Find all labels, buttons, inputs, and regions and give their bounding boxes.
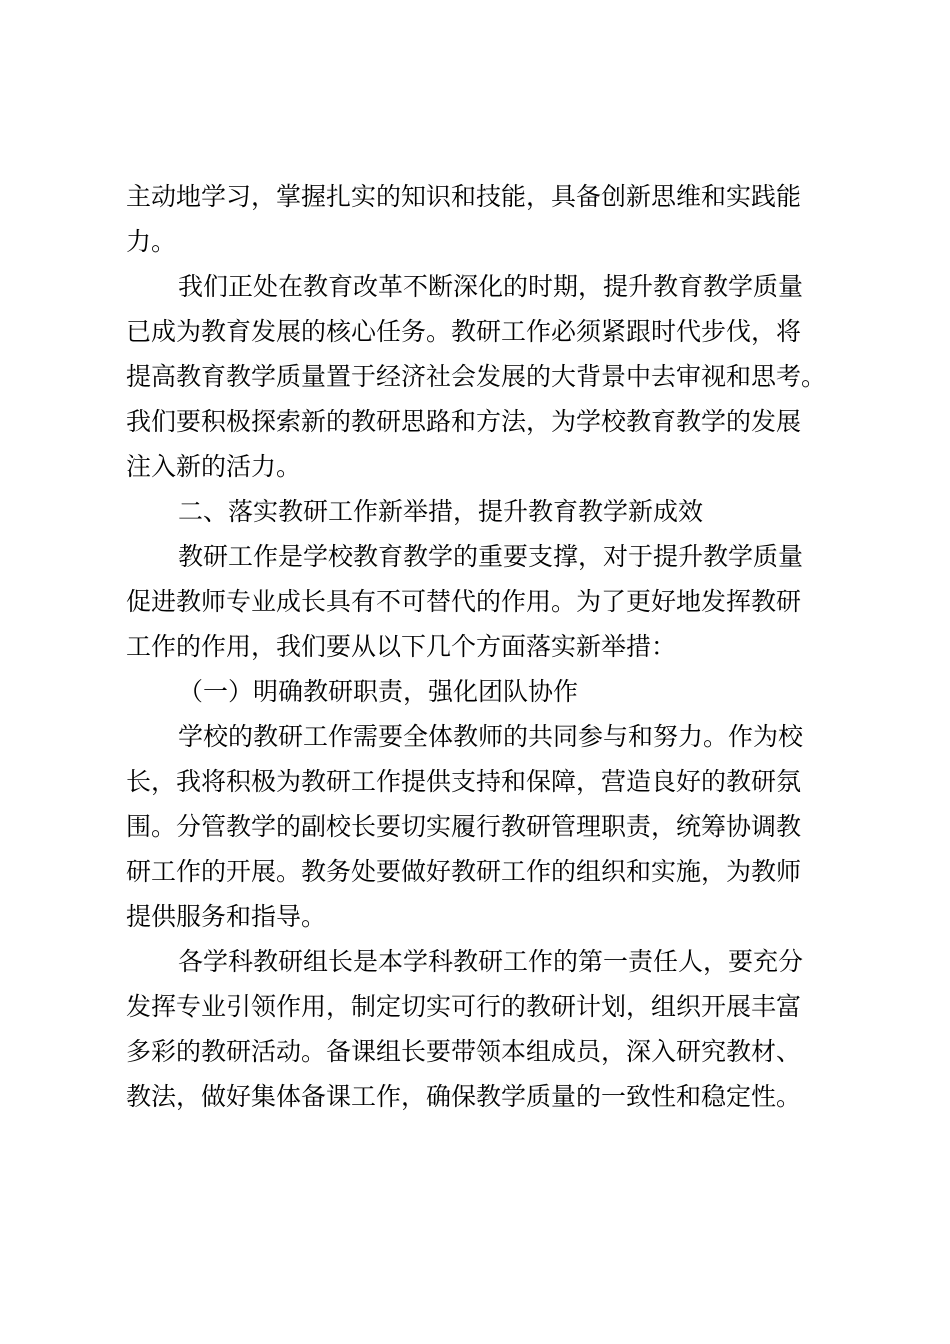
text-line: 我们要积极探索新的教研思路和方法，为学校教育教学的发展 [126,407,802,436]
text-line: 已成为教育发展的核心任务。教研工作必须紧跟时代步伐，将 [126,317,802,346]
text-line: 力。 [126,227,177,256]
text-line: 教法，做好集体备课工作，确保教学质量的一致性和稳定性。 [126,1082,802,1111]
text-line: 研工作的开展。教务处要做好教研工作的组织和实施，为教师 [126,857,802,886]
paragraph-start-line: 教研工作是学校教育教学的重要支撑，对于提升教学质量 [178,542,804,571]
text-line: 主动地学习，掌握扎实的知识和技能，具备创新思维和实践能 [126,182,802,211]
text-line: 多彩的教研活动。备课组长要带领本组成员，深入研究教材、 [126,1037,802,1066]
text-line: 发挥专业引领作用，制定切实可行的教研计划，组织开展丰富 [126,992,802,1021]
text-line: 提高教育教学质量置于经济社会发展的大背景中去审视和思考。 [126,362,827,391]
text-line: 注入新的活力。 [126,452,302,481]
text-line: 围。分管教学的副校长要切实履行教研管理职责，统筹协调教 [126,812,802,841]
paragraph-start-line: 学校的教研工作需要全体教师的共同参与和努力。作为校 [178,722,804,751]
subsection-heading: （一）明确教研职责，强化团队协作 [178,677,579,706]
paragraph-start-line: 各学科教研组长是本学科教研工作的第一责任人，要充分 [178,947,804,976]
paragraph-start-line: 我们正处在教育改革不断深化的时期，提升教育教学质量 [178,272,804,301]
text-line: 工作的作用，我们要从以下几个方面落实新举措： [126,632,677,661]
text-line: 长，我将积极为教研工作提供支持和保障，营造良好的教研氛 [126,767,802,796]
text-line: 提供服务和指导。 [126,902,327,931]
section-heading: 二、落实教研工作新举措，提升教育教学新成效 [178,497,704,526]
body-text [126,174,836,1119]
text-line: 促进教师专业成长具有不可替代的作用。为了更好地发挥教研 [126,587,802,616]
